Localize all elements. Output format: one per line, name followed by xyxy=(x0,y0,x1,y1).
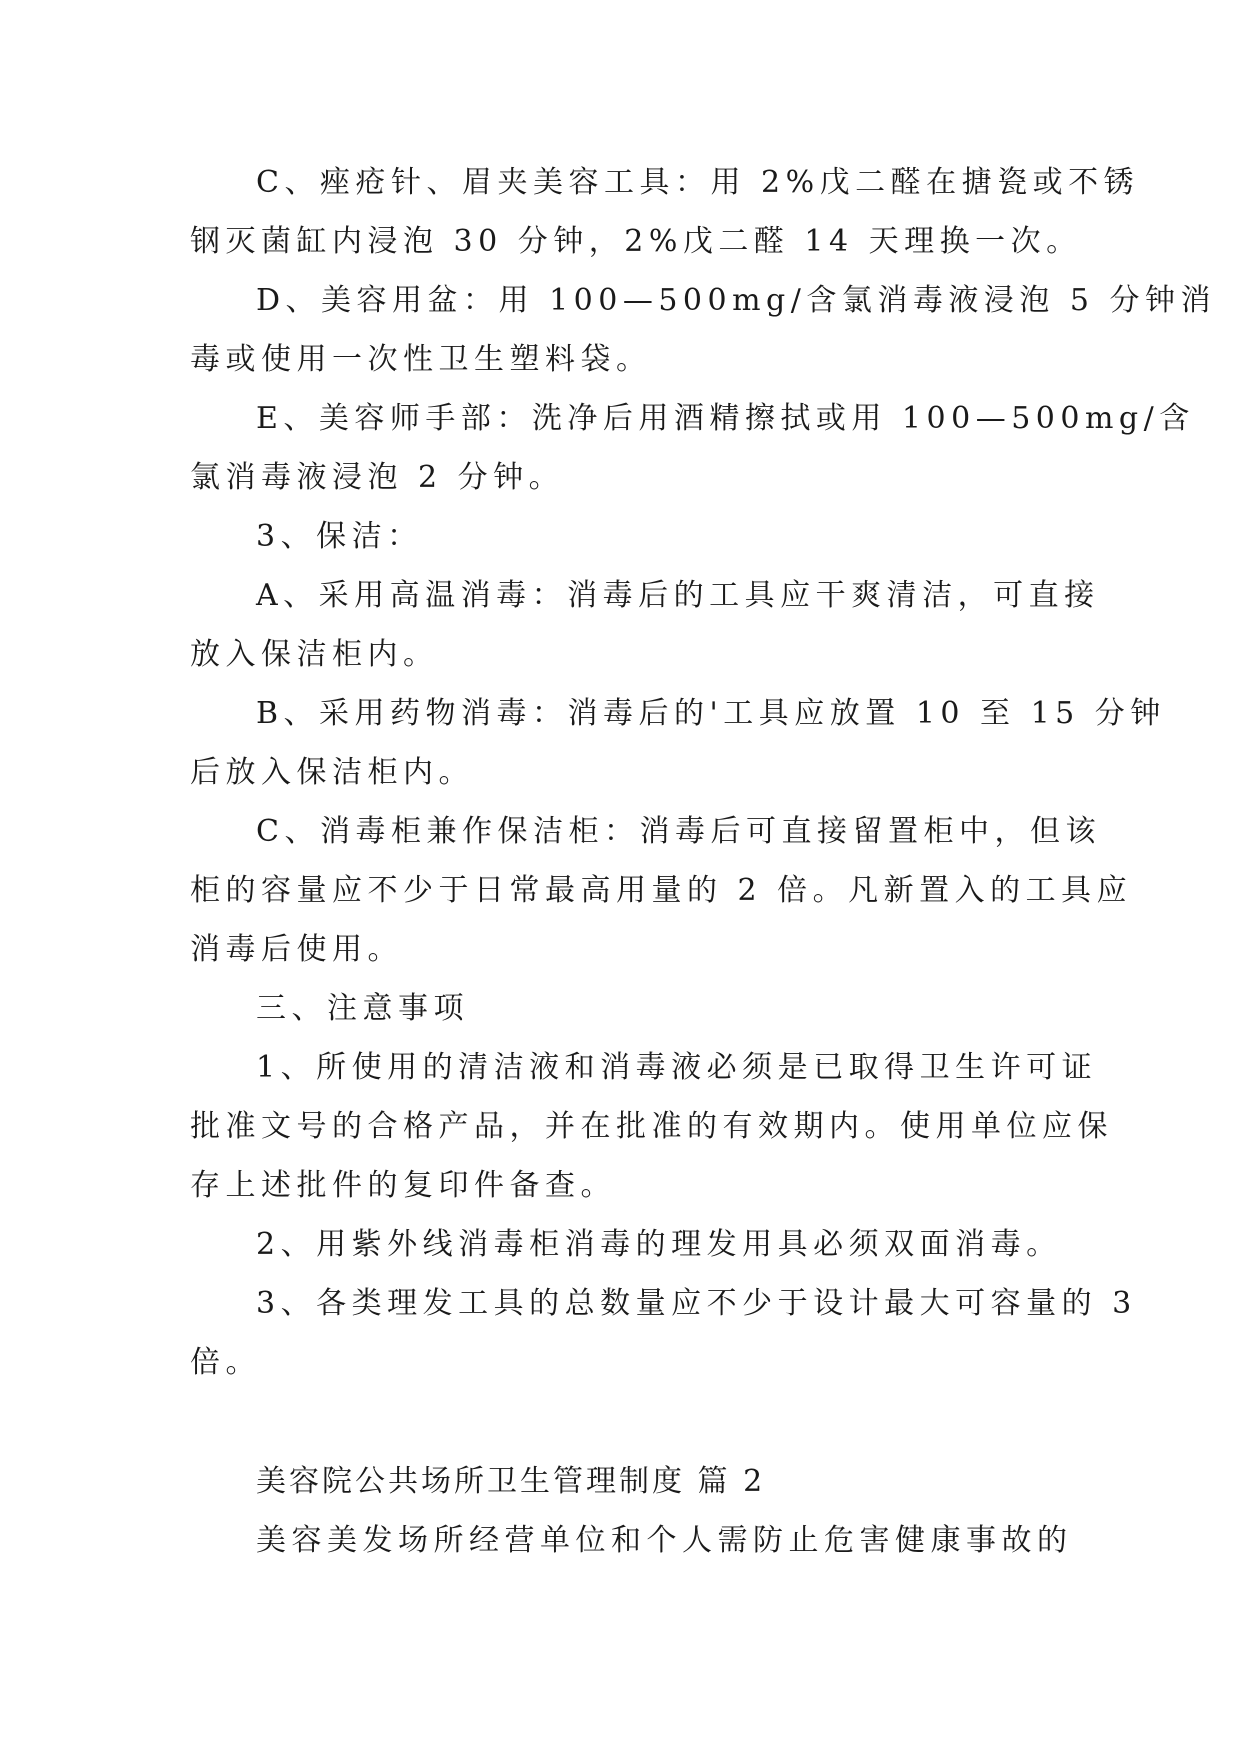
text-line: C、痤疮针、眉夹美容工具：用 2%戊二醛在搪瓷或不锈 xyxy=(256,165,1140,200)
text-line: 氯消毒液浸泡 2 分钟。 xyxy=(190,460,565,495)
text-line: B、采用药物消毒：消毒后的'工具应放置 10 至 15 分钟 xyxy=(256,696,1166,731)
text-line: D、美容用盆：用 100—500mg/含氯消毒液浸泡 5 分钟消 xyxy=(256,283,1217,318)
text-line: 柜的容量应不少于日常最高用量的 2 倍。凡新置入的工具应 xyxy=(190,873,1133,908)
text-line: A、采用高温消毒：消毒后的工具应干爽清洁，可直接 xyxy=(256,578,1100,613)
article-title: 美容院公共场所卫生管理制度 篇 2 xyxy=(256,1464,766,1499)
text-line: 钢灭菌缸内浸泡 30 分钟，2%戊二醛 14 天理换一次。 xyxy=(190,224,1082,259)
text-line: 消毒后使用。 xyxy=(190,932,403,967)
text-line: C、消毒柜兼作保洁柜：消毒后可直接留置柜中，但该 xyxy=(256,814,1101,849)
section-item: 3、保洁： xyxy=(256,519,423,554)
text-line: 毒或使用一次性卫生塑料袋。 xyxy=(190,342,652,377)
text-line: 1、所使用的清洁液和消毒液必须是已取得卫生许可证 xyxy=(256,1050,1098,1085)
text-line: 批准文号的合格产品，并在批准的有效期内。使用单位应保 xyxy=(190,1109,1113,1144)
text-line: 倍。 xyxy=(190,1345,261,1380)
section-heading: 三、注意事项 xyxy=(256,991,469,1026)
text-line: 后放入保洁柜内。 xyxy=(190,755,474,790)
text-line: 3、各类理发工具的总数量应不少于设计最大可容量的 3 xyxy=(256,1286,1137,1321)
text-line: 存上述批件的复印件备查。 xyxy=(190,1168,616,1203)
text-line: E、美容师手部：洗净后用酒精擦拭或用 100—500mg/含 xyxy=(256,401,1195,436)
text-line: 放入保洁柜内。 xyxy=(190,637,439,672)
text-line: 2、用紫外线消毒柜消毒的理发用具必须双面消毒。 xyxy=(256,1227,1062,1262)
text-line: 美容美发场所经营单位和个人需防止危害健康事故的 xyxy=(256,1523,1073,1558)
